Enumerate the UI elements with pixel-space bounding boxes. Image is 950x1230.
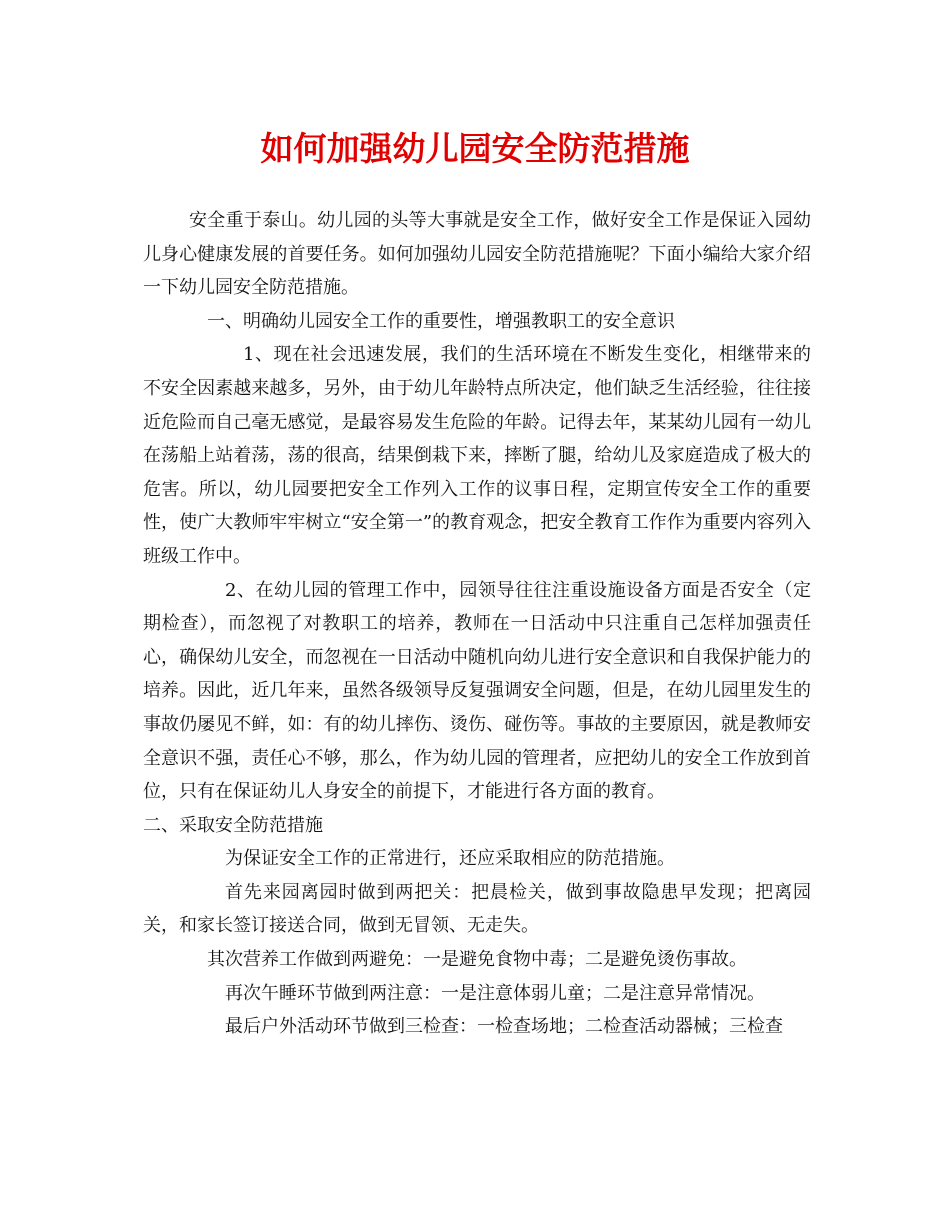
paragraph-measure-last: 最后户外活动环节做到三检查：一检查场地；二检查活动器械；三检查 (225, 1016, 783, 1038)
document-body (143, 204, 811, 1044)
paragraph-measure-first: 首先来园离园时做到两把关：把晨检关，做到事故隐患早发现；把离园关，和家长签订接送合同，做到无冒领、无走失。 (143, 881, 811, 937)
paragraph-intro: 安全重于泰山。幼儿园的头等大事就是安全工作，做好安全工作是保证入园幼儿身心健康发展的首要任务。如何加强幼儿园安全防范措施呢？下面小编给大家介绍一下幼儿园安全防范措施。 (143, 210, 811, 299)
paragraph-point-1: 1、现在社会迅速发展，我们的生活环境在不断发生变化，相继带来的不安全因素越来越多，另外，由于幼儿年龄特点所决定，他们缺乏生活经验，往往接近危险而自己毫无感觉，是最容易发生危险的年龄。记得去年，某某幼儿园有一幼儿在荡船上站着荡，荡的很高，结果倒栽下来，摔断了腿，给幼儿及家庭造成了极大的危害。所以，幼儿园要把安全工作列入工作的议事日程，定期宣传安全工作的重要性，使广大教师牢牢树立“安全第一”的教育观念，把安全教育工作作为重要内容列入班级工作中。 (143, 344, 811, 567)
document-title: 如何加强幼儿园安全防范措施 (260, 129, 690, 168)
section-heading-1: 一、明确幼儿园安全工作的重要性，增强教职工的安全意识 (207, 310, 675, 332)
paragraph-point-2: 2、在幼儿园的管理工作中，园领导往往注重设施设备方面是否安全（定期检查），而忽视了对教职工的培养，教师在一日活动中只注重自己怎样加强责任心，确保幼儿安全，而忽视在一日活动中随机向幼儿进行安全意识和自我保护能力的培养。因此，近几年来，虽然各级领导反复强调安全问题，但是，在幼儿园里发生的事故仍屡见不鲜，如：有的幼儿摔伤、烫伤、碰伤等。事故的主要原因，就是教师安全意识不强，责任心不够，那么，作为幼儿园的管理者，应把幼儿的安全工作放到首位，只有在保证幼儿人身安全的前提下，才能进行各方面的教育。 (143, 579, 811, 803)
paragraph-measure-third: 再次午睡环节做到两注意：一是注意体弱儿童；二是注意异常情况。 (225, 982, 765, 1004)
paragraph-measure-second: 其次营养工作做到两避免：一是避免食物中毒；二是避免烫伤事故。 (207, 949, 747, 971)
paragraph-measures-intro: 为保证安全工作的正常进行，还应采取相应的防范措施。 (225, 848, 675, 870)
section-heading-2: 二、采取安全防范措施 (143, 814, 323, 836)
